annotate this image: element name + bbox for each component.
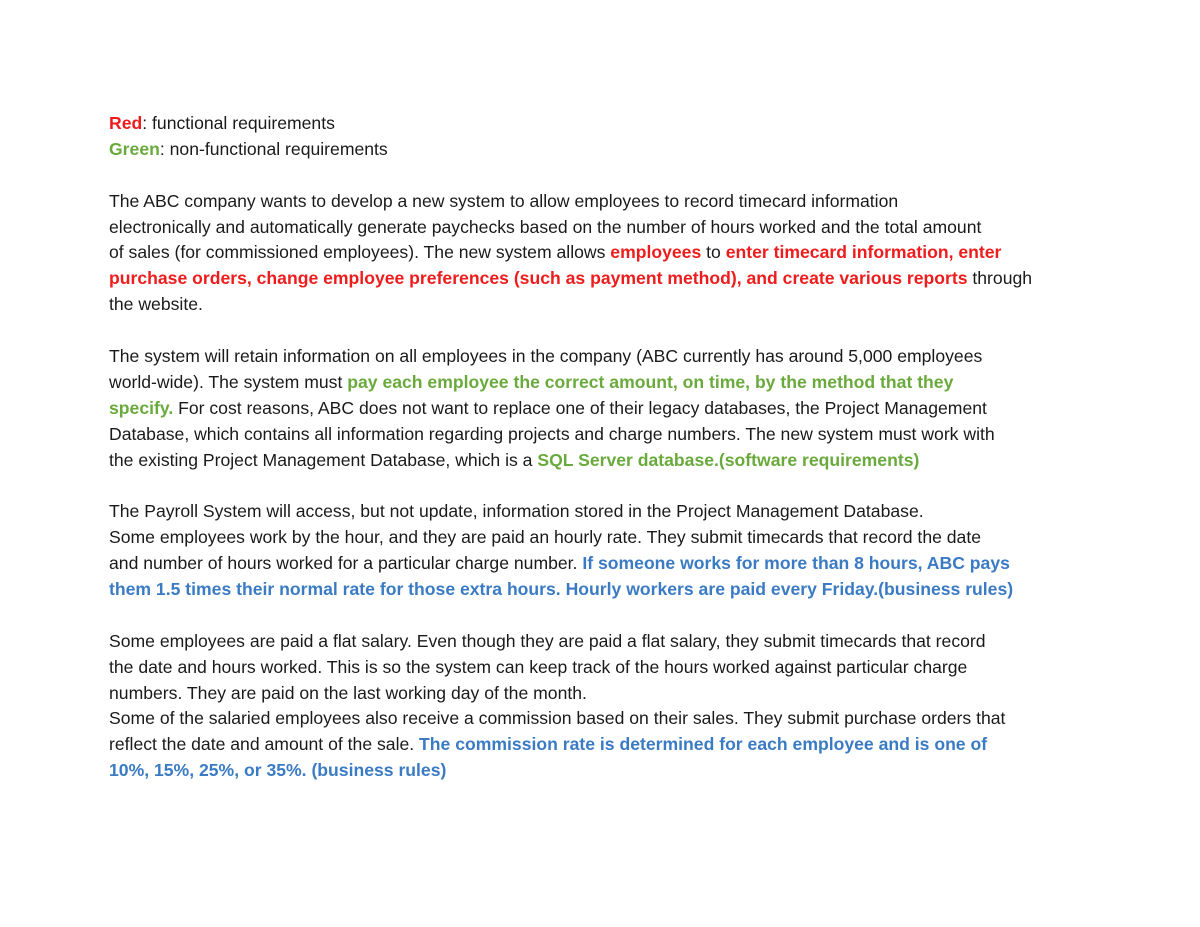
text-line	[109, 551, 1099, 577]
text-line	[109, 396, 1099, 422]
software-requirements-highlight: SQL Server database.(software requirements)	[537, 449, 920, 470]
business-rule-highlight: them 1.5 times their normal rate for those extra hours. Hourly workers are paid every Friday.(business rules)	[109, 579, 1014, 600]
non-functional-highlight: pay each employee the correct amount, on time, by the method that they	[347, 371, 954, 392]
text-line: The system will retain information on all employees in the company (ABC currently has around 5,000 employees	[109, 346, 983, 367]
paragraph-gap	[109, 603, 1099, 629]
paragraph-2	[109, 344, 1099, 473]
text-line: Some employees are paid a flat salary. Even though they are paid a flat salary, they submit timecards that record	[109, 630, 986, 651]
text-line: the date and hours worked. This is so the system can keep track of the hours worked against particular charge	[109, 656, 968, 677]
legend-red-text: : functional requirements	[142, 113, 335, 133]
text-line	[109, 240, 1099, 266]
text-line: The ABC company wants to develop a new system to allow employees to record timecard information	[109, 190, 899, 211]
text-span: reflect the date and amount of the sale.	[109, 734, 420, 755]
business-rule-highlight: If someone works for more than 8 hours, ABC pays	[582, 553, 1010, 574]
paragraph-4	[109, 629, 1099, 784]
paragraph-1	[109, 189, 1099, 318]
text-line: Some of the salaried employees also receive a commission based on their sales. They submit purchase orders that	[109, 708, 1006, 729]
text-line	[109, 266, 1099, 292]
legend-red-line	[109, 111, 1099, 137]
text-line	[109, 370, 1099, 396]
text-span: through	[967, 268, 1033, 289]
paragraph-gap	[109, 473, 1099, 499]
legend-green-line	[109, 137, 1099, 163]
text-span: For cost reasons, ABC does not want to replace one of their legacy databases, the Project Management	[173, 397, 987, 418]
business-rule-highlight: The commission rate is determined for each employee and is one of	[419, 734, 988, 755]
paragraph-3	[109, 499, 1099, 603]
text-line: Some employees work by the hour, and they are paid an hourly rate. They submit timecards that record the date	[109, 527, 982, 548]
text-line	[109, 448, 1099, 474]
text-line: The Payroll System will access, but not update, information stored in the Project Management Database.	[109, 501, 924, 522]
text-span: and number of hours worked for a particular charge number.	[109, 553, 583, 574]
text-line	[109, 732, 1099, 758]
paragraph-gap	[109, 163, 1099, 189]
text-line: the website.	[109, 294, 203, 315]
text-span: world-wide). The system must	[109, 371, 348, 392]
legend-red-label: Red	[109, 113, 143, 133]
non-functional-highlight: specify.	[109, 397, 174, 418]
legend-green-text: : non-functional requirements	[159, 138, 388, 159]
text-span: to	[701, 242, 726, 263]
text-span: of sales (for commissioned employees). The new system allows	[109, 242, 611, 263]
text-line: numbers. They are paid on the last working day of the month.	[109, 682, 587, 703]
paragraph-gap	[109, 318, 1099, 344]
business-rule-highlight: 10%, 15%, 25%, or 35%. (business rules)	[109, 760, 447, 781]
text-line: Database, which contains all information regarding projects and charge numbers. The new system must work with	[109, 423, 995, 444]
text-span: the existing Project Management Database, which is a	[109, 449, 538, 470]
text-line: electronically and automatically generate paychecks based on the number of hours worked and the total amount	[109, 216, 982, 237]
functional-highlight: purchase orders, change employee preferences (such as payment method), and create various reports	[109, 268, 968, 289]
legend-green-label: Green	[109, 138, 160, 159]
functional-highlight: enter timecard information, enter	[725, 242, 1002, 263]
functional-highlight: employees	[610, 242, 702, 263]
document-body	[109, 111, 1099, 784]
